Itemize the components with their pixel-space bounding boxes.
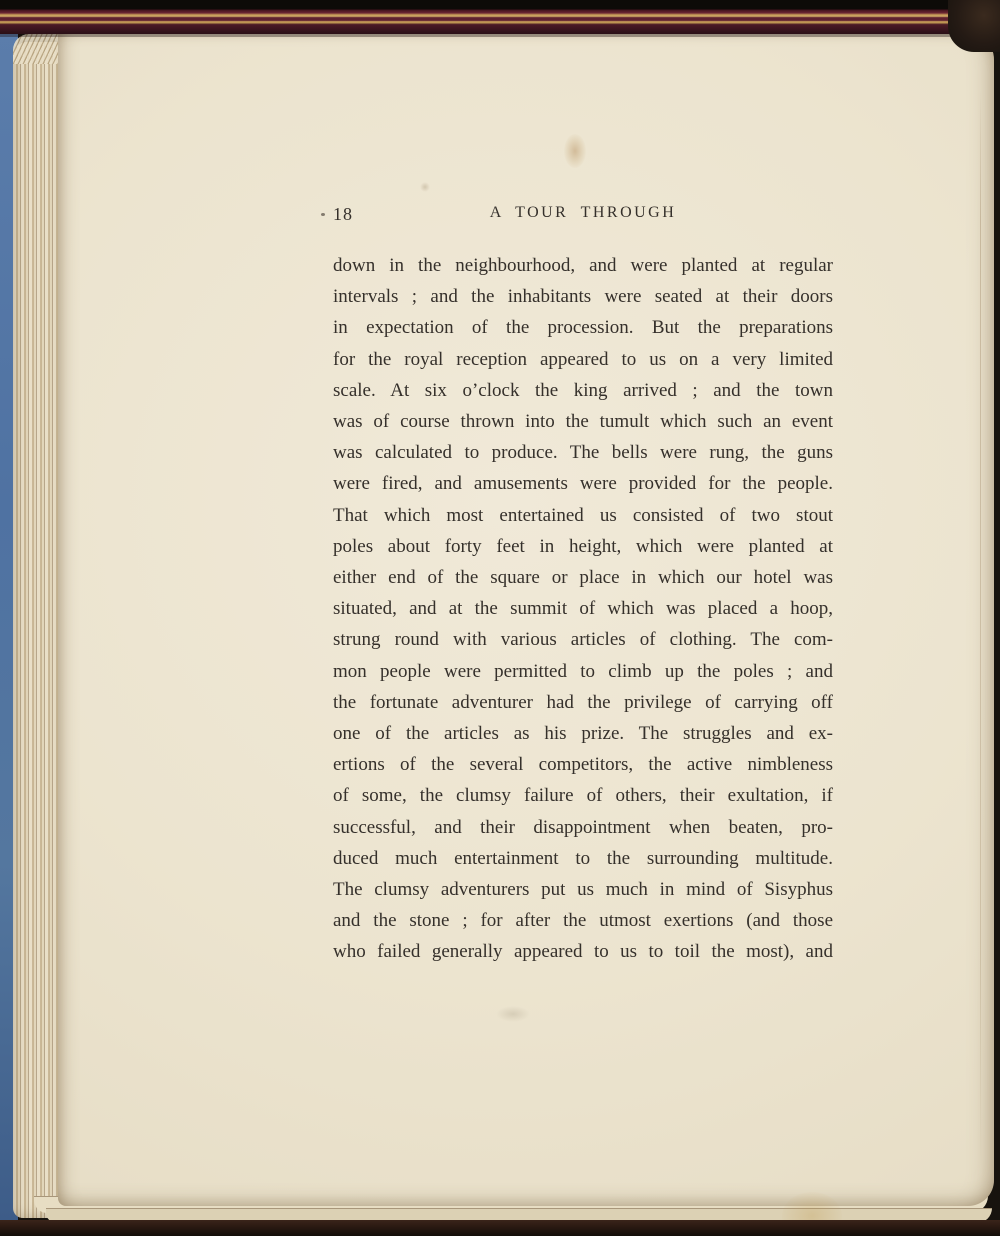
- text-line: and the stone ; for after the utmost exertions (and those: [333, 910, 833, 932]
- text-line: duced much entertainment to the surrounding multitude.: [333, 847, 833, 869]
- text-line: either end of the square or place in which our hotel was: [333, 567, 833, 589]
- text-line: poles about forty feet in height, which were planted at: [333, 535, 833, 557]
- text-line: intervals ; and the inhabitants were seated at their doors: [333, 286, 833, 308]
- text-line: down in the neighbourhood, and were planted at regular: [333, 255, 833, 276]
- page-number-text: 18: [333, 204, 353, 224]
- running-header: A TOUR THROUGH: [489, 204, 677, 221]
- binding-bottom: [0, 1220, 1000, 1236]
- text-line: scale. At six o’clock the king arrived ; and the town: [333, 379, 833, 401]
- text-line: of some, the clumsy failure of others, their exultation, if: [333, 785, 833, 807]
- text-line: in expectation of the procession. But the preparations: [333, 317, 833, 339]
- text-line: was of course thrown into the tumult which such an event: [333, 411, 833, 433]
- page-header: [333, 202, 833, 228]
- text-line: were fired, and amusements were provided for the people.: [333, 473, 833, 495]
- foxing-spot: [420, 182, 430, 192]
- text-line: strung round with various articles of clothing. The com-: [333, 629, 833, 651]
- body-text: [333, 250, 833, 968]
- foxing-spot: [496, 1006, 530, 1022]
- binding-corner-knob: [948, 0, 1000, 52]
- text-line: The clumsy adventurers put us much in mind of Sisyphus: [333, 879, 833, 901]
- text-line: That which most entertained us consisted of two stout: [333, 504, 833, 526]
- text-line: ertions of the several competitors, the active nimbleness: [333, 754, 833, 776]
- foxing-spot: [564, 134, 586, 168]
- binding-top: [0, 0, 1000, 34]
- text-line: the fortunate adventurer had the privilege of carrying off: [333, 691, 833, 713]
- text-line: successful, and their disappointment when beaten, pro-: [333, 816, 833, 838]
- text-line: who failed generally appeared to us to toil the most), and: [333, 941, 833, 963]
- text-line: situated, and at the summit of which was placed a hoop,: [333, 598, 833, 620]
- text-line: for the royal reception appeared to us on a very limited: [333, 348, 833, 370]
- text-line: was calculated to produce. The bells were rung, the guns: [333, 442, 833, 464]
- ink-speck: [321, 213, 325, 216]
- text-line: one of the articles as his prize. The struggles and ex-: [333, 723, 833, 745]
- text-line: mon people were permitted to climb up the poles ; and: [333, 660, 833, 682]
